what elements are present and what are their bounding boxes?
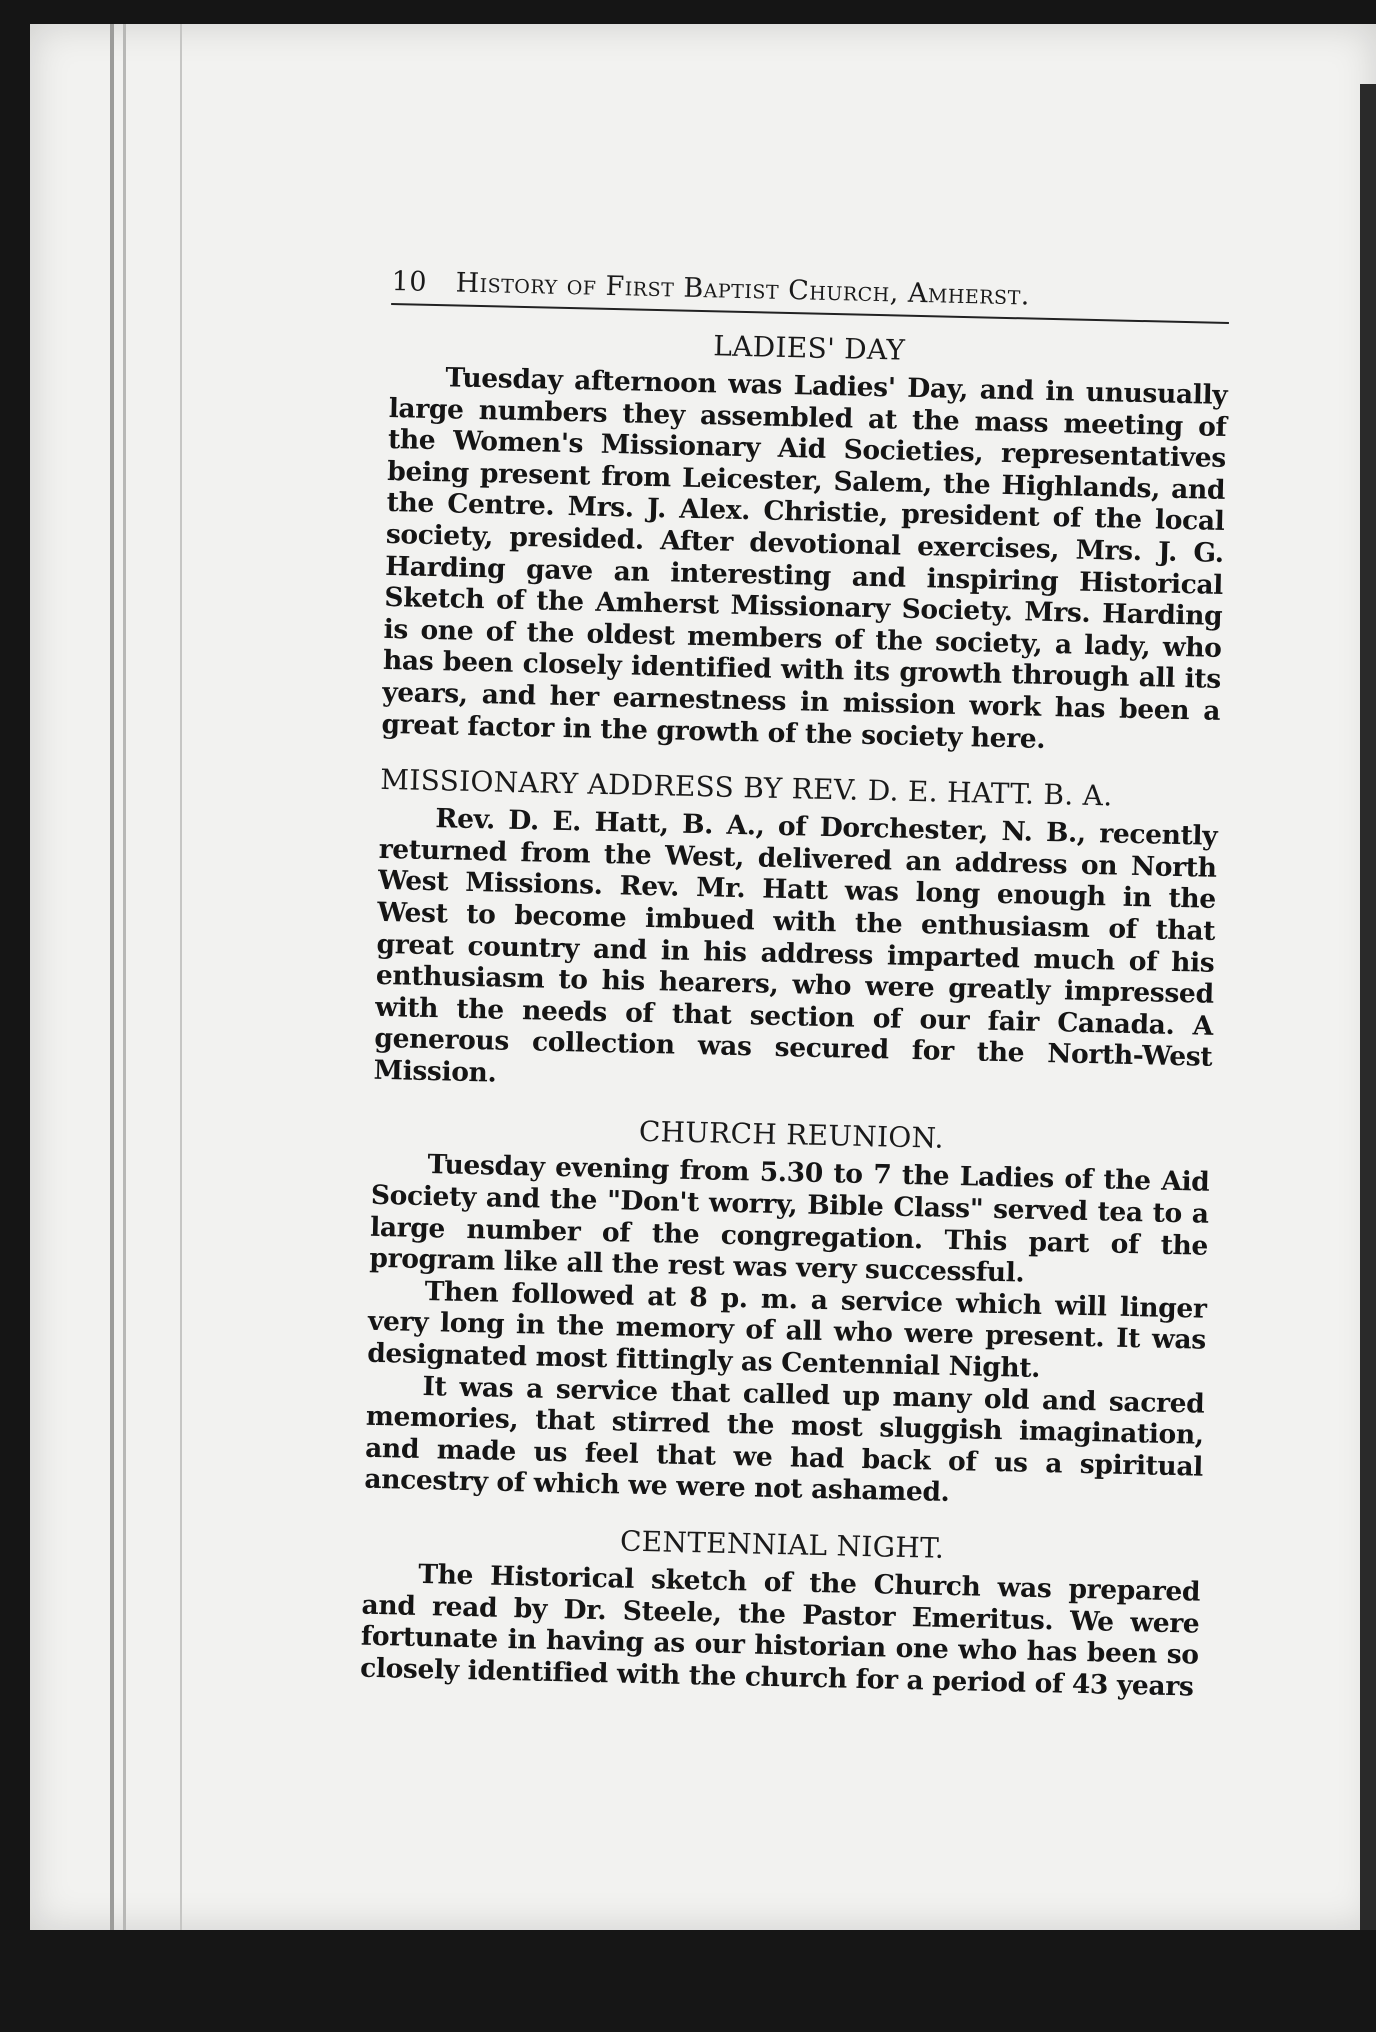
page-text-block — [359, 266, 1229, 1725]
section-missionary-address — [373, 762, 1218, 1105]
page-edge-shadow — [1360, 84, 1376, 1944]
binding-gutter-line — [123, 24, 126, 1930]
section-church-reunion — [364, 1108, 1211, 1514]
paragraph: Tuesday afternoon was Ladies' Day, and in unusually large numbers they assembled at the mass meeting of the Women's Missionary Aid Societies, representatives being present from Leicester, Salem, the Highlands, and the Centre. Mrs. J. Alex. Christie, president of the local society, presided. After devotional exercises, Mrs. J. G. Harding gave an interesting and inspiring Historical Sketch of the Amherst Missionary Society. Mrs. Harding is one of the oldest members of the society, a lady, who has been closely identified with its growth through all its years, and her earnestness in mission work has been a great factor in the growth of the society here. — [381, 362, 1228, 755]
running-head-title: History of First Baptist Church, Amherst. — [455, 267, 1031, 312]
paragraph: It was a service that called up many old and sacred memories, that stirred the most sluggish imagination, and made us feel that we had back of us a spiritual ancestry of which we were not ashamed. — [364, 1370, 1205, 1509]
section-heading: CENTENNIAL NIGHT. — [619, 1524, 945, 1565]
section-heading: LADIES' DAY — [712, 329, 906, 367]
paragraph: Tuesday evening from 5.30 to 7 the Ladies of the Aid Society and the "Don't worry, Bible Class" served tea to a large number of the congregation. This part of the program like all the rest was very successful. — [369, 1149, 1210, 1289]
page-number: 10 — [391, 266, 428, 298]
paragraph: Then followed at 8 p. m. a service which will linger very long in the memory of all who were present. It was designated most fittingly as Centennial Night. — [366, 1275, 1207, 1385]
scan-bottom-border — [0, 1930, 1376, 2032]
section-centennial-night — [360, 1518, 1202, 1703]
section-heading: MISSIONARY ADDRESS BY REV. D. E. HATT. B. A. — [379, 762, 1113, 813]
binding-gutter-line — [180, 24, 182, 1930]
paragraph: The Historical sketch of the Church was prepared and read by Dr. Steele, the Pastor Emeritus. We were fortunate in having as our historian one who has been so closely identified with the church for a period of 43 years — [359, 1558, 1201, 1703]
paragraph: Rev. D. E. Hatt, B. A., of Dorchester, N. B., recently returned from the West, delivered an address on North West Missions. Rev. Mr. Hatt was long enough in the West to become imbued with the enthusiasm of that great country and in his address imparted much of his enthusiasm to his hearers, who were greatly impressed with the needs of that section of our fair Canada. A generous collection was secured for the North-West Mission. — [373, 803, 1218, 1089]
binding-gutter-line — [110, 24, 114, 1930]
section-ladies-day — [381, 321, 1228, 759]
section-heading: CHURCH REUNION. — [638, 1115, 945, 1156]
